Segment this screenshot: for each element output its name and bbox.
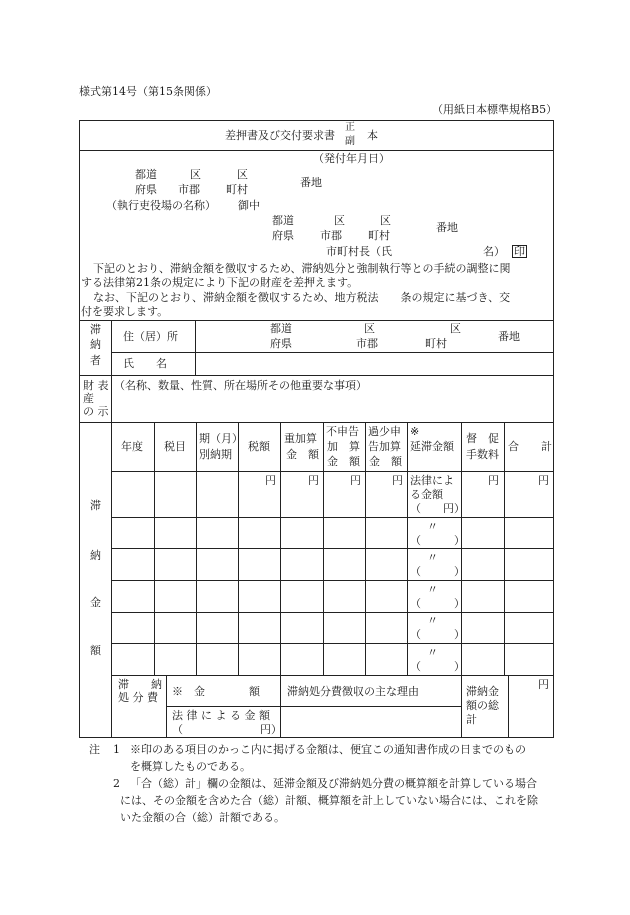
col-kashou-1: 過少申 (368, 425, 401, 438)
taxpayer-label-char-1: 滞 (90, 323, 101, 336)
law-amount-paren: （ 円） (410, 502, 465, 515)
note-1-number: 1 (113, 743, 120, 756)
disposal-label-bottom: 処 分 費 (118, 691, 158, 704)
col-jukasan-top: 重加算 (284, 432, 317, 445)
sender-ku1: 区 (334, 214, 345, 227)
amounts-side-char-2: 納 (90, 549, 101, 562)
sender-ku2: 区 (380, 214, 391, 227)
paren-row-5: （ ） (410, 628, 465, 641)
col-fushinkoku-1: 不申告 (326, 425, 359, 438)
form-title: 差押書及び交付要求書 (225, 129, 335, 142)
seikai-bottom: 副 (345, 136, 355, 147)
ditto-row-6: 〃 (427, 646, 438, 659)
col-fushinkoku-2: 加 算 (327, 440, 360, 453)
taxpayer-label-char-2: 納 (90, 338, 101, 351)
disposal-law-amount: 法 律 に よ る 金 額 (172, 709, 270, 722)
col-kigetsu-top: 期（月） (199, 432, 243, 445)
taxpayer-ku1: 区 (364, 322, 375, 335)
form-number: 様式第14号（第15条関係） (79, 85, 217, 98)
note-2-line-1: 「合（総）計」欄の金額は、延滞金額及び滞納処分費の概算額を計算している場合 (130, 777, 537, 790)
note-2-number: 2 (113, 777, 120, 790)
addressee-ku1: 区 (190, 168, 201, 181)
note-1-line-1: ※印のある項目のかっこ内に掲げる金額は、便宜この通知書作成の日までのもの (130, 743, 526, 756)
sender-banchi: 番地 (436, 221, 458, 234)
sender-shigun: 市郡 (320, 229, 342, 242)
ditto-row-3: 〃 (427, 551, 438, 564)
amounts-side-char-3: 金 (90, 596, 101, 609)
mayor-name-close: 名） (483, 245, 505, 258)
issue-date-label: （発付年月日） (313, 152, 390, 165)
ditto-row-5: 〃 (427, 614, 438, 627)
col-nendo: 年度 (121, 440, 143, 453)
grand-total-label-3: 計 (466, 713, 477, 726)
col-kashou-2: 告加算 (368, 440, 401, 453)
hon-label: 本 (367, 129, 378, 142)
ditto-row-2: 〃 (427, 520, 438, 533)
col-kigetsu-bottom: 別納期 (199, 448, 232, 461)
addressee-todofuken-top: 都道 (135, 168, 157, 181)
property-description: （名称、数量、性質、所在場所その他重要な事項） (114, 379, 367, 392)
sender-todofuken-top: 都道 (272, 214, 294, 227)
col-zeigaku: 税額 (248, 440, 270, 453)
seal-mark: 印 (514, 245, 525, 258)
amounts-side-char-4: 額 (90, 644, 101, 657)
property-label-line-3: の 示 (83, 405, 109, 418)
unit-tokusoku: 円 (488, 474, 499, 487)
unit-total: 円 (538, 474, 549, 487)
addressee-chouson: 町村 (226, 183, 248, 196)
paren-row-2: （ ） (410, 534, 465, 547)
taxpayer-ku2: 区 (450, 322, 461, 335)
note-2-line-2: には、その金額を含めた合（総）計額、概算額を計上していない場合には、これを除 (120, 794, 538, 807)
addressee-ku2: 区 (237, 168, 248, 181)
col-entai-mark: ※ (410, 425, 420, 438)
paren-row-3: （ ） (410, 565, 465, 578)
col-total: 合 計 (508, 440, 552, 453)
note-2-line-3: いた金額の合（総）計額である。 (120, 811, 285, 824)
unit-kashou: 円 (392, 474, 403, 487)
taxpayer-todofuken-bottom: 府県 (270, 337, 292, 350)
mayor-label: 市町村長（氏 (326, 245, 392, 258)
addressee-todofuken-bottom: 府県 (135, 183, 157, 196)
col-entai: 延滞金額 (410, 440, 454, 453)
ditto-row-4: 〃 (427, 583, 438, 596)
grand-total-label-2: 額の総 (466, 699, 499, 712)
body-line-1: 下記のとおり、滞納金額を徴収するため、滞納処分と強制執行等との手続の調整に関 (93, 262, 511, 275)
sender-todofuken-bottom: 府県 (272, 229, 294, 242)
col-tokusoku-top: 督 促 (466, 432, 499, 445)
taxpayer-todofuken-top: 都道 (270, 322, 292, 335)
taxpayer-chouson: 町村 (425, 337, 447, 350)
grand-total-unit: 円 (538, 678, 549, 691)
law-amount-line-2: る金額 (410, 488, 443, 501)
address-label: 住（居）所 (123, 330, 178, 343)
unit-jukasan: 円 (308, 474, 319, 487)
property-label-line-1: 財 表 (83, 379, 109, 392)
property-label-line-2: 産 (83, 392, 94, 405)
paren-row-4: （ ） (410, 597, 465, 610)
taxpayer-label-char-3: 者 (90, 354, 101, 367)
sender-chouson: 町村 (368, 229, 390, 242)
amounts-side-char-1: 滞 (90, 499, 101, 512)
col-fushinkoku-3: 金 額 (327, 455, 360, 468)
disposal-kome-amount: ※ 金 額 (172, 685, 260, 698)
paper-spec: （用紙日本標準規格B5） (432, 103, 558, 116)
addressee-banchi: 番地 (300, 176, 322, 189)
body-line-3: なお、下記のとおり、滞納金額を徴収するため、地方税法 条の規定に基づき、交 (93, 291, 511, 304)
note-1-line-2: を概算したものである。 (130, 760, 251, 773)
disposal-label-top: 滞 納 (118, 678, 162, 691)
unit-fushinkoku: 円 (350, 474, 361, 487)
seikai-top: 正 (345, 122, 355, 133)
note-label: 注 (89, 743, 100, 756)
office-name-label: （執行吏役場の名称） (106, 199, 216, 212)
col-jukasan-bottom: 金 額 (286, 448, 319, 461)
taxpayer-banchi: 番地 (498, 330, 520, 343)
law-amount-line-1: 法律によ (410, 474, 454, 487)
taxpayer-shigun: 市郡 (356, 337, 378, 350)
onchu-label: 御中 (238, 199, 260, 212)
addressee-shigun: 市郡 (178, 183, 200, 196)
disposal-law-paren: （ 円） (172, 723, 282, 736)
body-line-4: 付を要求します。 (81, 305, 169, 318)
grand-total-label-1: 滞納金 (466, 685, 499, 698)
col-zeimoku: 税目 (164, 440, 186, 453)
disposal-reason-label: 滞納処分費徴収の主な理由 (287, 685, 419, 698)
col-kashou-3: 金 額 (369, 455, 402, 468)
unit-zeigaku: 円 (265, 474, 276, 487)
body-line-2: する法律第21条の規定により下記の財産を差押えます。 (81, 276, 359, 289)
paren-row-6: （ ） (410, 660, 465, 673)
name-label: 氏 名 (123, 357, 167, 370)
col-tokusoku-bottom: 手数料 (466, 448, 499, 461)
